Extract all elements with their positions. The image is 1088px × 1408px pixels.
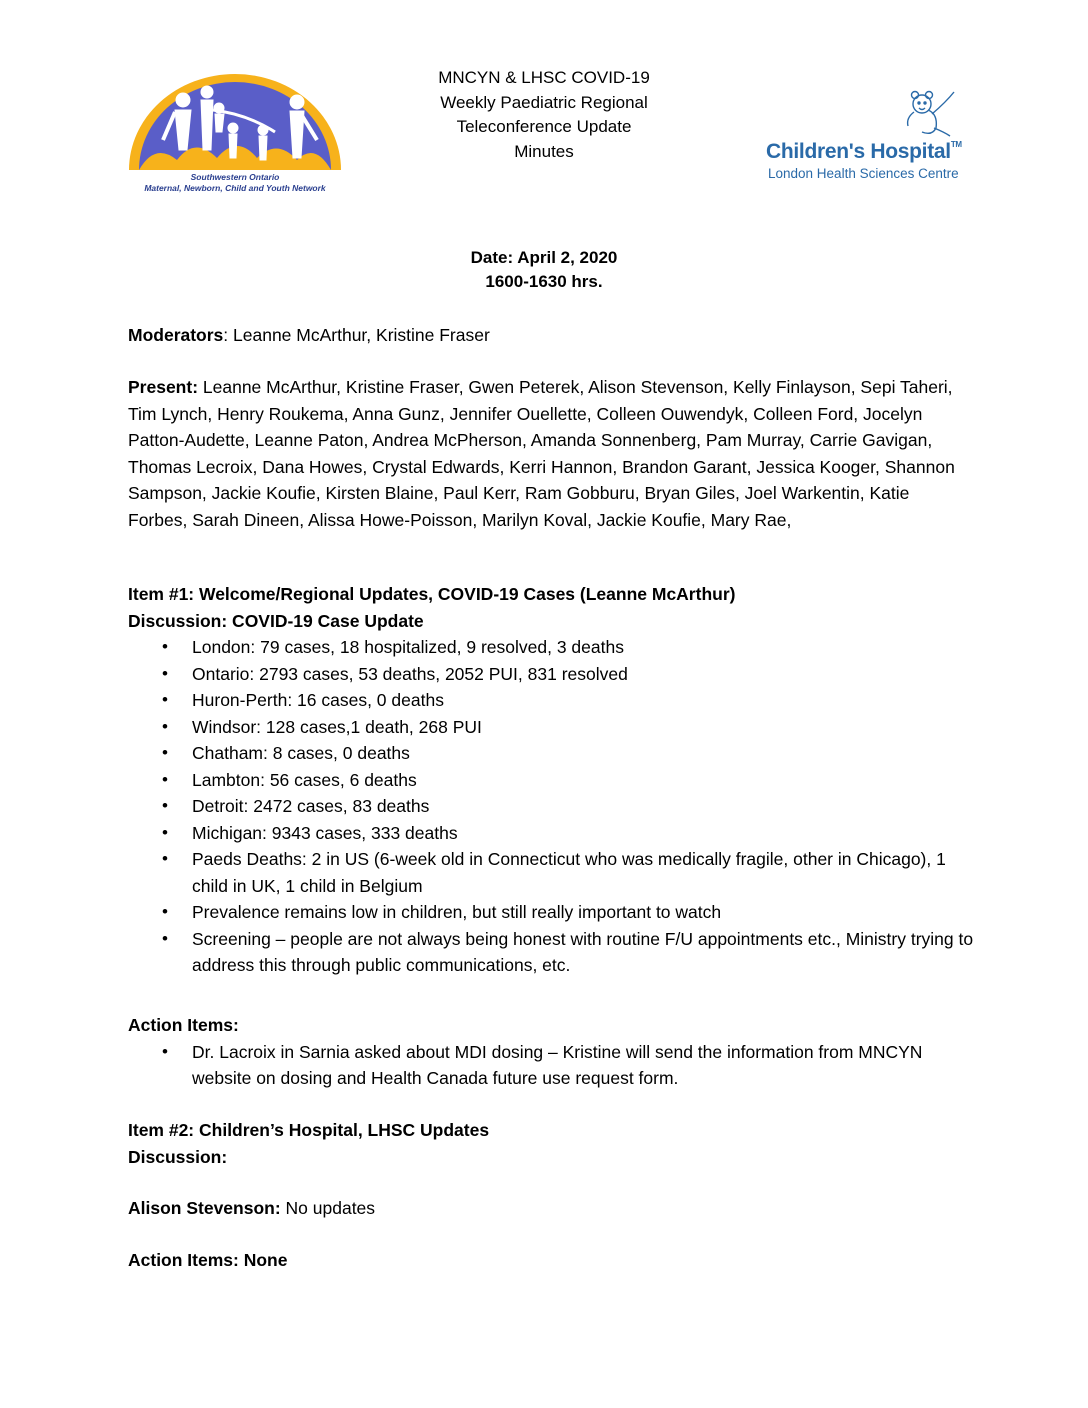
present-label: Present: [128, 377, 199, 397]
caption-line-1: Southwestern Ontario [190, 172, 280, 182]
hospital-name-text: Children's Hospital [766, 140, 951, 163]
item-2-action-items: Action Items: None [128, 1250, 288, 1270]
meeting-time: 1600-1630 hrs. [485, 272, 603, 291]
hospital-subtitle: London Health Sciences Centre [768, 166, 959, 181]
list-item: • Lambton: 56 cases, 6 deaths [128, 767, 978, 794]
mncyn-logo [125, 70, 345, 200]
moderators-names: : Leanne McArthur, Kristine Fraser [223, 325, 490, 345]
item-2-title: Item #2: Children’s Hospital, LHSC Updates [128, 1120, 490, 1140]
moderators-line [128, 322, 978, 349]
title-line-2: Weekly Paediatric Regional [440, 92, 648, 112]
list-item: • London: 79 cases, 18 hospitalized, 9 resolved, 3 deaths [128, 634, 978, 661]
item-1-section [128, 581, 978, 979]
item-2-discussion-heading: Discussion: [128, 1146, 228, 1167]
caption-line-2: Maternal, Newborn, Child and Youth Network [144, 183, 326, 193]
item-2-speaker-line [128, 1195, 978, 1222]
list-item: • Windsor: 128 cases,1 death, 268 PUI [128, 714, 978, 741]
list-item: • Detroit: 2472 cases, 83 deaths [128, 793, 978, 820]
item-2-section [128, 1117, 978, 1170]
list-item: • Michigan: 9343 cases, 333 deaths [128, 820, 978, 847]
mncyn-caption [125, 172, 345, 194]
family-silhouette-icon [125, 70, 345, 172]
item-1-discussion-heading: Discussion: COVID-19 Case Update [128, 610, 424, 631]
list-item: • Huron-Perth: 16 cases, 0 deaths [128, 687, 978, 714]
trademark-mark: TM [950, 140, 962, 149]
speaker-name: Alison Stevenson: [128, 1198, 281, 1218]
list-item: • Paeds Deaths: 2 in US (6-week old in Connecticut who was medically fragile, other in Chicago), 1 child in UK, 1 child in Belgium [128, 846, 978, 899]
speaker-update: No updates [280, 1198, 376, 1218]
present-paragraph [128, 374, 958, 533]
list-item: • Ontario: 2793 cases, 53 deaths, 2052 PUI, 831 resolved [128, 661, 978, 688]
item-1-title: Item #1: Welcome/Regional Updates, COVID-19 Cases (Leanne McArthur) [128, 584, 736, 604]
meeting-date: Date: April 2, 2020 [470, 248, 618, 267]
present-names: Leanne McArthur, Kristine Fraser, Gwen Peterek, Alison Stevenson, Kelly Finlayson, Sepi Taheri, Tim Lynch, Henry Roukema, Anna Gunz, Jennifer Ouellette, Colleen Ouwendyk, Colleen Ford, Jocelyn Patton-Audette, Leanne Paton, Andrea McPherson, Amanda Sonnenberg, Pam Murray, Carrie Gavigan, Thomas Lecroix, Dana Howes, Crystal Edwards, Kerri Hannon, Brandon Garant, Jessica Kooger, Shannon Sampson, Jackie Koufie, Kirsten Blaine, Paul Kerr, Ram Gobburu, Bryan Giles, Joel Warkentin, Katie Forbes, Sarah Dineen, Alissa Howe-Poisson, Marilyn Koval, Jackie Koufie, Mary Rae, [128, 377, 955, 530]
title-line-4: Minutes [514, 141, 574, 161]
title-line-3: Teleconference Update [456, 117, 632, 136]
meeting-datetime [392, 246, 696, 294]
list-item: • Dr. Lacroix in Sarnia asked about MDI dosing – Kristine will send the information from MNCYN website on dosing and Health Canada future use request form. [128, 1039, 978, 1092]
hospital-name [766, 140, 962, 164]
document-title [392, 66, 696, 164]
item-1-action-label: Action Items: [128, 1015, 239, 1035]
list-item: • Prevalence remains low in children, but still really important to watch [128, 899, 978, 926]
list-item: • Screening – people are not always being honest with routine F/U appointments etc., Ministry trying to address this through public communications, etc. [128, 926, 978, 979]
title-line-1: MNCYN & LHSC COVID-19 [438, 68, 650, 87]
moderators-label: Moderators [128, 325, 224, 345]
item-1-actions [128, 1012, 978, 1092]
item-1-action-list [128, 1039, 978, 1092]
list-item: • Chatham: 8 cases, 0 deaths [128, 740, 978, 767]
item-1-bullet-list [128, 634, 978, 979]
teddy-bear-icon [902, 88, 960, 138]
childrens-hospital-logo [760, 88, 960, 188]
